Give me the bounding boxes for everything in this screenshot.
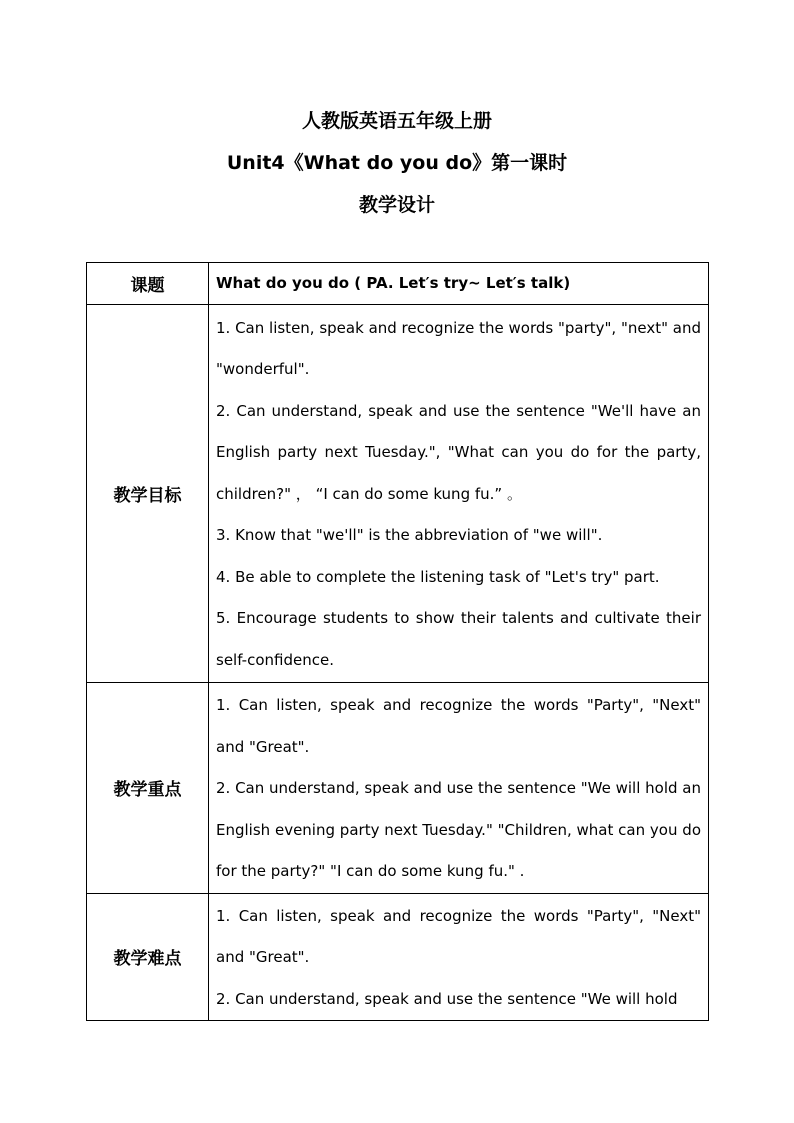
topic-value: What do you do ( PA. Let′s try~ Let′s talk) [209, 263, 709, 305]
objectives-content [209, 305, 709, 683]
table-row-difficulties [87, 893, 709, 1021]
document-title-block [0, 100, 794, 226]
objective-item: 4. Be able to complete the listening task of "Let's try" part. [216, 567, 660, 586]
difficulty-item: 1. Can listen, speak and recognize the words "Party", "Next" and "Great". [216, 906, 701, 966]
topic-label: 课题 [87, 263, 209, 305]
objective-item: 2. Can understand, speak and use the sentence "We'll have an English party next Tuesday.", "What can you do for the party, children?" ， “I can do some kung fu.” 。 [216, 401, 701, 503]
table-row-key-points [87, 683, 709, 894]
lesson-plan-table [86, 262, 709, 1021]
difficulties-label: 教学难点 [87, 893, 209, 1021]
table-row-objectives [87, 305, 709, 683]
key-point-item: 2. Can understand, speak and use the sentence "We will hold an English evening party next Tuesday." "Children, what can you do for the party?" "I can do some kung fu." . [216, 779, 701, 880]
document-subtitle: 教学设计 [358, 194, 435, 216]
difficulty-item: 2. Can understand, speak and use the sentence "We will hold [216, 989, 678, 1008]
lesson-title: Unit4《What do you do》第一课时 [226, 152, 568, 174]
document-title: 人教版英语五年级上册 [301, 110, 492, 132]
objective-item: 3. Know that "we'll" is the abbreviation of "we will". [216, 526, 603, 545]
difficulties-content [209, 893, 709, 1021]
objective-item: 1. Can listen, speak and recognize the words "party", "next" and "wonderful". [216, 318, 701, 379]
key-points-content [209, 683, 709, 894]
key-point-item: 1. Can listen, speak and recognize the words "Party", "Next" and "Great". [216, 696, 701, 756]
table-row-topic [87, 263, 709, 305]
objective-item: 5. Encourage students to show their talents and cultivate their self-confidence. [216, 609, 701, 669]
objectives-label: 教学目标 [87, 305, 209, 683]
key-points-label: 教学重点 [87, 683, 209, 894]
